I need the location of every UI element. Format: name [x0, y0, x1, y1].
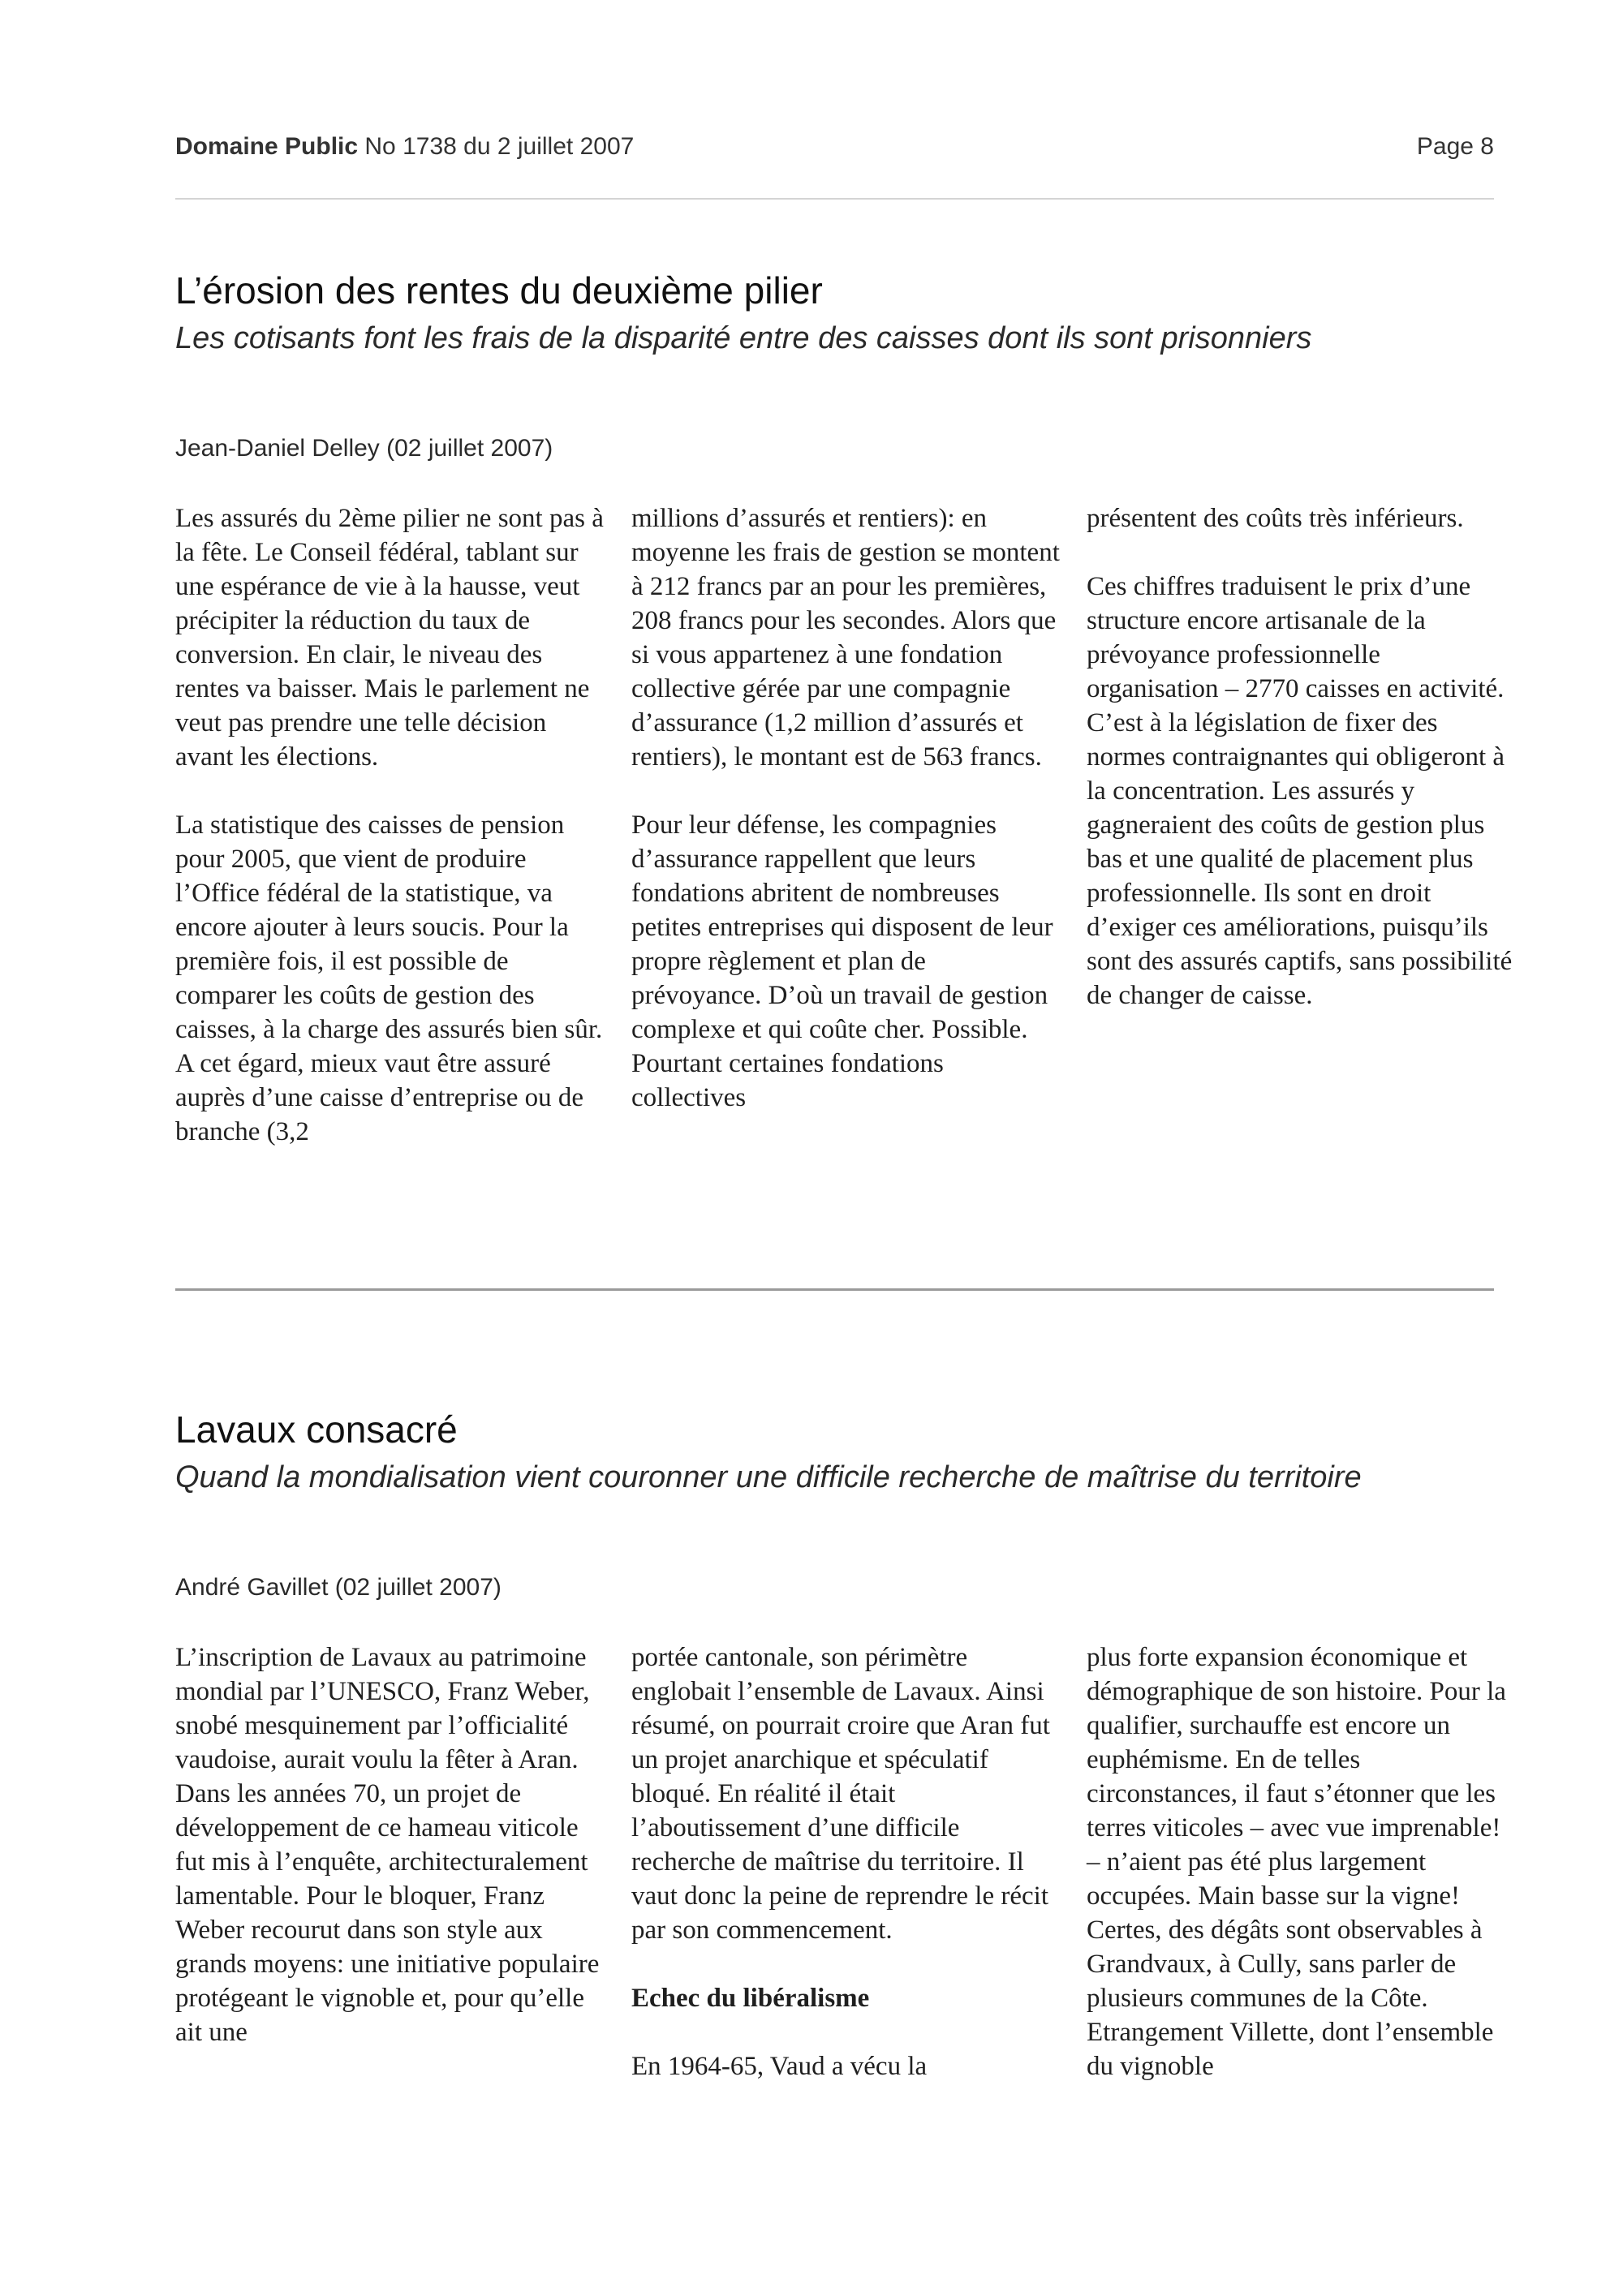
section-heading: Echec du libéralisme: [631, 1984, 870, 2013]
article-erosion-rentes: [175, 268, 1513, 1146]
body-column-3: [1087, 1640, 1517, 2083]
article-byline: Jean-Daniel Delley (02 juillet 2007): [175, 435, 553, 462]
paragraph: L’inscription de Lavaux au patrimoine mondial par l’UNESCO, Franz Weber, snobé mesquinement par l’officialité vaudoise, aurait voulu la fêter à Aran. Dans les années 70, un projet de développement de ce hameau viticole fut mis à l’enquête, architecturalement lamentable. Pour le bloquer, Franz Weber recourut dans son style aux grands moyens: une initiative populaire protégeant le vignoble et, pour qu’elle ait une: [175, 1643, 600, 2047]
body-column-2: [631, 1640, 1061, 2083]
body-column-2: [631, 501, 1061, 1115]
paragraph: Ces chiffres traduisent le prix d’une structure encore artisanale de la prévoyance professionnelle organisation – 2770 caisses en activité. C’est à la législation de fixer des normes contraignantes qui obligeront à la concentration. Les assurés y gagneraient des coûts de gestion plus bas et une qualité de placement plus professionnelle. Ils sont en droit d’exiger ces améliorations, puisqu’ils sont des assurés captifs, sans possibilité de changer de caisse.: [1087, 572, 1513, 1010]
article-subtitle: Les cotisants font les frais de la disparité entre des caisses dont ils sont prisonniers: [175, 321, 1312, 355]
article-lavaux-consacre: [175, 1407, 1506, 2081]
article-title: L’érosion des rentes du deuxième pilier: [175, 269, 823, 312]
page-header: [175, 133, 1494, 166]
paragraph: plus forte expansion économique et démographique de son histoire. Pour la qualifier, surchauffe est encore un euphémisme. En de telles circonstances, il faut s’étonner que les terres viticoles – avec vue imprenable! – n’aient pas été plus largement occupées. Main basse sur la vigne! Certes, des dégâts sont observables à Grandvaux, à Cully, sans parler de plusieurs communes de la Côte. Etrangement Villette, dont l’ensemble du vignoble: [1087, 1643, 1506, 2081]
page-number: Page 8: [1416, 133, 1494, 160]
body-column-3: [1087, 501, 1517, 1013]
article-byline: André Gavillet (02 juillet 2007): [175, 1574, 502, 1601]
body-column-1: [175, 501, 605, 1149]
issue-info: No 1738 du 2 juillet 2007: [364, 133, 635, 160]
article-title: Lavaux consacré: [175, 1408, 458, 1451]
paragraph: présentent des coûts très inférieurs.: [1087, 504, 1464, 533]
paragraph: Pour leur défense, les compagnies d’assurance rappellent que leurs fondations abritent de nombreuses petites entreprises qui disposent de leur propre règlement et plan de prévoyance. D’où un travail de gestion complexe et qui coûte cher. Possible. Pourtant certaines fondations collectives: [631, 810, 1053, 1112]
paragraph: La statistique des caisses de pension pour 2005, que vient de produire l’Office fédéral de la statistique, va encore ajouter à leurs soucis. Pour la première fois, il est possible de comparer les coûts de gestion des caisses, à la charge des assurés bien sûr. A cet égard, mieux vaut être assuré auprès d’une caisse d’entreprise ou de branche (3,2: [175, 810, 603, 1146]
header-divider: [175, 198, 1494, 200]
article-divider: [175, 1288, 1494, 1291]
paragraph: millions d’assurés et rentiers): en moyenne les frais de gestion se montent à 212 francs par an pour les premières, 208 francs pour les secondes. Alors que si vous appartenez à une fondation collective gérée par une compagnie d’assurance (1,2 million d’assurés et rentiers), le montant est de 563 francs.: [631, 504, 1060, 772]
paragraph: Les assurés du 2ème pilier ne sont pas à la fête. Le Conseil fédéral, tablant sur une espérance de vie à la hausse, veut précipiter la réduction du taux de conversion. En clair, le niveau des rentes va baisser. Mais le parlement ne veut pas prendre une telle décision avant les élections.: [175, 504, 604, 772]
paragraph: En 1964-65, Vaud a vécu la: [631, 2052, 928, 2081]
article-subtitle: Quand la mondialisation vient couronner une difficile recherche de maîtrise du territoire: [175, 1460, 1362, 1494]
publication-name: Domaine Public: [175, 133, 359, 160]
body-column-1: [175, 1640, 605, 2049]
paragraph: portée cantonale, son périmètre englobait l’ensemble de Lavaux. Ainsi résumé, on pourrait croire que Aran fut un projet anarchique et spéculatif bloqué. En réalité il était l’aboutissement d’une difficile recherche de maîtrise du territoire. Il vaut donc la peine de reprendre le récit par son commencement.: [631, 1643, 1050, 1945]
